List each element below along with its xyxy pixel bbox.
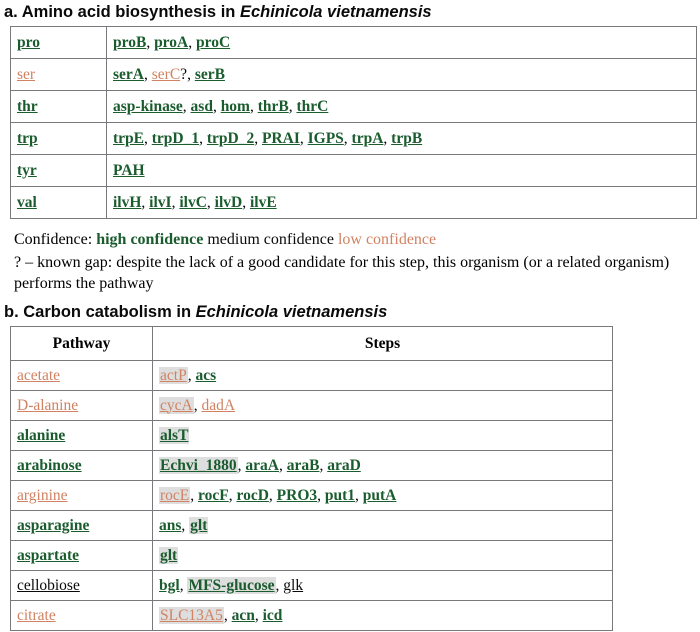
step-separator: , — [182, 97, 191, 115]
steps-cell — [153, 451, 613, 481]
step-separator: , — [242, 193, 250, 211]
step-separator: , — [206, 193, 215, 211]
step-gene-link[interactable]: proC — [195, 33, 231, 51]
steps-cell — [153, 571, 613, 601]
step-separator: , — [299, 129, 308, 147]
table-row — [11, 391, 613, 421]
step-gene-link[interactable]: PAH — [113, 161, 145, 179]
pathway-link[interactable]: tyr — [17, 161, 37, 179]
legend-prefix: Confidence: — [14, 231, 93, 248]
step-separator: , — [254, 606, 263, 624]
table-row — [11, 571, 613, 601]
step-gene-link[interactable]: proB — [113, 33, 147, 51]
step-gene-link[interactable]: MFS-glucose — [188, 576, 275, 594]
table-row — [11, 155, 697, 187]
amino-acid-biosynthesis-table — [10, 26, 697, 219]
step-separator: , — [144, 129, 152, 147]
step-gene-link[interactable]: rocF — [198, 486, 229, 504]
confidence-legend — [0, 219, 676, 250]
step-gene-link[interactable]: glt — [190, 516, 208, 534]
pathway-cell — [11, 361, 153, 391]
step-gene-link[interactable]: hom — [220, 97, 250, 115]
step-gene-link[interactable]: glk — [283, 576, 304, 594]
step-separator: , — [317, 486, 325, 504]
column-header-steps: Steps — [153, 327, 613, 361]
step-gene-link[interactable]: asp-kinase — [113, 97, 183, 115]
step-gene-link[interactable]: ilvI — [149, 193, 172, 211]
steps-cell — [107, 155, 697, 187]
steps-cell — [153, 601, 613, 631]
step-gene-link[interactable]: ilvH — [113, 193, 142, 211]
step-separator: , — [319, 456, 328, 474]
step-separator: , — [228, 486, 237, 504]
pathway-cell — [11, 123, 107, 155]
table-header-row — [11, 327, 613, 361]
steps-cell — [153, 421, 613, 451]
step-separator: , — [188, 33, 196, 51]
step-separator: , — [343, 129, 352, 147]
step-separator: , — [383, 129, 392, 147]
pathway-cell — [11, 601, 153, 631]
step-gene-link[interactable]: PRAI — [261, 129, 300, 147]
legend-medium-confidence: medium confidence — [207, 231, 334, 248]
pathway-cell — [11, 421, 153, 451]
amino-acid-table-body — [11, 27, 697, 219]
step-separator: , — [254, 129, 262, 147]
steps-cell — [153, 481, 613, 511]
step-gene-link[interactable]: thrB — [257, 97, 289, 115]
pathway-cell — [11, 91, 107, 123]
panel-b-heading-text: b. Carbon catabolism in — [4, 303, 192, 321]
step-gene-link[interactable]: ilvD — [214, 193, 243, 211]
step-gene-link[interactable]: trpD_2 — [206, 129, 255, 147]
pathway-cell — [11, 187, 107, 219]
carbon-catabolism-table — [10, 326, 613, 631]
table-row — [11, 481, 613, 511]
step-gene-link[interactable]: trpE — [113, 129, 144, 147]
step-gene-link[interactable]: Echvi_1880 — [160, 456, 237, 474]
step-separator: , — [237, 456, 246, 474]
step-gene-link[interactable]: araB — [286, 456, 320, 474]
step-gene-link[interactable]: glt — [160, 546, 178, 564]
table-row — [11, 601, 613, 631]
step-separator: , — [141, 193, 150, 211]
pathway-link[interactable]: ser — [17, 65, 36, 83]
pathway-link[interactable]: D-alanine — [17, 396, 79, 414]
table-row — [11, 541, 613, 571]
pathway-cell — [11, 571, 153, 601]
steps-cell — [107, 187, 697, 219]
panel-a-species-name: Echinicola vietnamensis — [239, 3, 432, 21]
steps-cell — [153, 361, 613, 391]
pathway-cell — [11, 27, 107, 59]
steps-cell — [153, 541, 613, 571]
step-gene-link[interactable]: IGPS — [307, 129, 344, 147]
step-separator: , — [199, 129, 207, 147]
pathway-link[interactable]: trp — [17, 129, 38, 147]
panel-a-heading-text: a. Amino acid biosynthesis in — [4, 3, 236, 21]
legend-low-confidence: low confidence — [337, 231, 437, 248]
table-row — [11, 91, 697, 123]
steps-cell — [107, 59, 697, 91]
step-separator: , — [288, 97, 297, 115]
step-separator: , — [355, 486, 363, 504]
table-row — [11, 451, 613, 481]
step-gene-link[interactable]: serB — [194, 65, 225, 83]
table-row — [11, 27, 697, 59]
pathway-cell — [11, 511, 153, 541]
pathway-cell — [11, 451, 153, 481]
pathway-link[interactable]: aspartate — [17, 546, 79, 564]
step-gene-link[interactable]: trpA — [351, 129, 384, 147]
step-gene-link[interactable]: rocE — [160, 486, 190, 504]
pathway-link[interactable]: alanine — [17, 426, 66, 444]
step-gene-link[interactable]: araA — [245, 456, 279, 474]
column-header-pathway: Pathway — [11, 327, 153, 361]
pathway-link[interactable]: pro — [17, 33, 40, 51]
step-gene-link[interactable]: thrC — [296, 97, 329, 115]
known-gap-note: ? – known gap: despite the lack of a good candidate for this step, this organism (or a related organism) performs the pathway — [14, 254, 670, 292]
pathway-link[interactable]: arginine — [17, 486, 68, 504]
step-separator: , — [212, 97, 221, 115]
pathway-link[interactable]: cellobiose — [17, 576, 80, 594]
panel-b-species-name: Echinicola vietnamensis — [195, 303, 388, 321]
pathway-link[interactable]: acetate — [17, 366, 61, 384]
table-row — [11, 421, 613, 451]
step-gene-link[interactable]: cycA — [160, 396, 193, 414]
step-separator: , — [223, 606, 232, 624]
step-gene-link[interactable]: alsT — [160, 426, 189, 444]
pathway-cell — [11, 391, 153, 421]
step-separator: , — [190, 486, 199, 504]
known-gap-marker: ? — [180, 65, 188, 83]
table-row — [11, 361, 613, 391]
step-gene-link[interactable]: PRO3 — [276, 486, 318, 504]
step-separator: , — [171, 193, 180, 211]
step-gene-link[interactable]: trpD_1 — [151, 129, 200, 147]
step-separator: , — [268, 486, 277, 504]
pathway-cell — [11, 59, 107, 91]
step-gene-link[interactable]: proA — [154, 33, 189, 51]
table-row — [11, 511, 613, 541]
step-separator: , — [278, 456, 287, 474]
table-row — [11, 123, 697, 155]
steps-cell — [153, 391, 613, 421]
pathway-cell — [11, 541, 153, 571]
step-gene-link[interactable]: ilvE — [249, 193, 277, 211]
steps-cell — [107, 27, 697, 59]
step-separator: , — [193, 396, 202, 414]
step-gene-link[interactable]: putA — [362, 486, 397, 504]
carbon-table-body — [11, 361, 613, 631]
step-gene-link[interactable]: ilvC — [179, 193, 207, 211]
step-separator: , — [144, 65, 152, 83]
pathway-link[interactable]: arabinose — [17, 456, 82, 474]
step-gene-link[interactable]: serC — [151, 65, 181, 83]
step-gene-link[interactable]: icd — [262, 606, 283, 624]
pathway-link[interactable]: val — [17, 193, 37, 211]
step-gene-link[interactable]: serA — [113, 65, 144, 83]
step-gene-link[interactable]: acs — [195, 366, 217, 384]
step-gene-link[interactable]: bgl — [159, 576, 180, 594]
step-gene-link[interactable]: ans — [159, 516, 182, 534]
step-gene-link[interactable]: acn — [231, 606, 255, 624]
carbon-table-head — [11, 327, 613, 361]
step-gene-link[interactable]: put1 — [324, 486, 356, 504]
table-row — [11, 187, 697, 219]
step-gene-link[interactable]: SLC13A5 — [160, 606, 223, 624]
step-separator: , — [187, 366, 196, 384]
panel-b-heading — [0, 300, 700, 326]
step-gene-link[interactable]: dadA — [201, 396, 236, 414]
step-gene-link[interactable]: araD — [327, 456, 361, 474]
steps-cell — [153, 511, 613, 541]
pathway-cell — [11, 481, 153, 511]
step-gene-link[interactable]: asd — [190, 97, 213, 115]
step-gene-link[interactable]: actP — [160, 366, 187, 384]
step-gene-link[interactable]: trpB — [391, 129, 423, 147]
step-gene-link[interactable]: rocD — [236, 486, 269, 504]
pathway-link[interactable]: citrate — [17, 606, 56, 624]
step-separator: , — [179, 576, 188, 594]
step-separator: , — [187, 65, 195, 83]
steps-cell — [107, 123, 697, 155]
panel-a-heading — [0, 0, 700, 26]
step-separator: , — [275, 576, 284, 594]
step-separator: , — [181, 516, 190, 534]
table-row — [11, 59, 697, 91]
pathway-link[interactable]: asparagine — [17, 516, 90, 534]
step-separator: , — [249, 97, 258, 115]
pathway-cell — [11, 155, 107, 187]
pathway-link[interactable]: thr — [17, 97, 38, 115]
legend-high-confidence: high confidence — [96, 231, 204, 248]
step-separator: , — [146, 33, 155, 51]
steps-cell — [107, 91, 697, 123]
